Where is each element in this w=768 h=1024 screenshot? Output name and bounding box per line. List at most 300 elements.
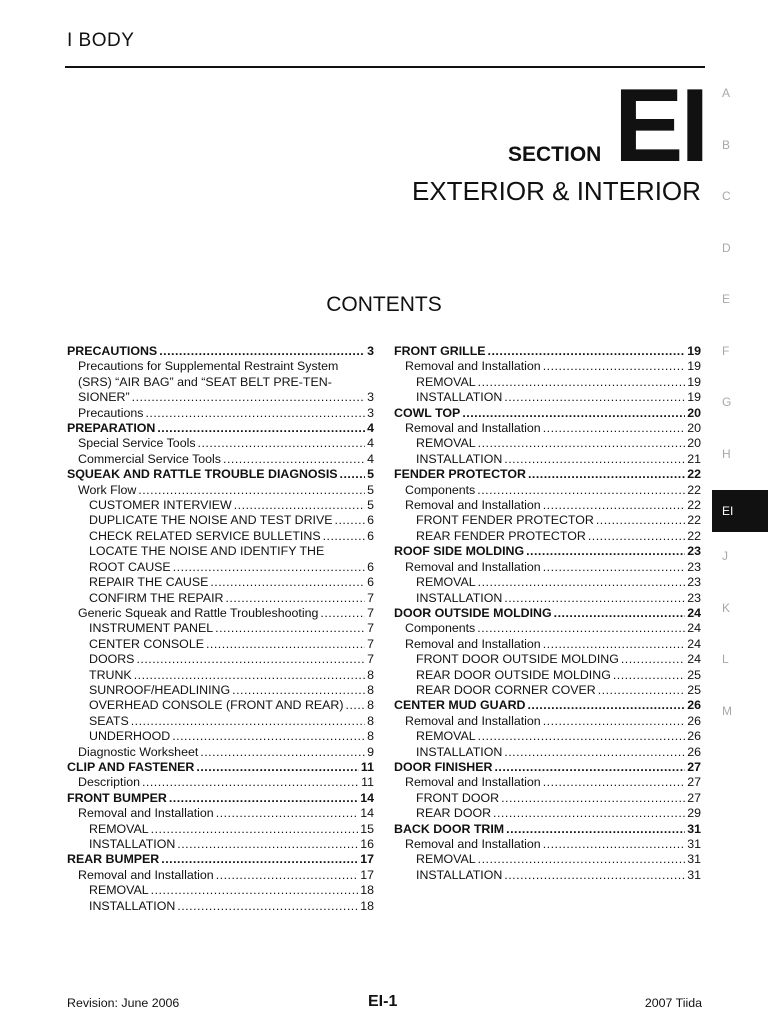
toc-entry-page: 8 (367, 729, 374, 744)
toc-entry-title: SQUEAK AND RATTLE TROUBLE DIAGNOSIS (67, 467, 338, 482)
toc-leader-dots (323, 529, 365, 544)
toc-leader-dots (462, 406, 685, 421)
toc-leader-dots (506, 822, 685, 837)
toc-leader-dots (504, 390, 685, 405)
toc-entry[interactable] (394, 498, 701, 513)
section-tab-d[interactable]: D (722, 240, 731, 255)
toc-entry-title: Special Service Tools (78, 436, 196, 451)
toc-leader-dots (340, 467, 365, 482)
toc-entry[interactable] (394, 421, 701, 436)
section-tab-f[interactable]: F (722, 343, 730, 358)
toc-entry-title: SUNROOF/HEADLINING (89, 682, 231, 697)
toc-entry-page: 31 (687, 837, 701, 851)
toc-entry[interactable] (394, 637, 701, 652)
toc-entry-title: INSTALLATION (89, 898, 176, 913)
toc-entry-page: 23 (687, 544, 701, 559)
toc-entry-title: REAR DOOR CORNER COVER (416, 682, 596, 697)
toc-entry[interactable] (394, 436, 701, 451)
toc-entry-page: 17 (360, 852, 374, 867)
toc-leader-dots (346, 698, 365, 713)
toc-entry[interactable] (394, 775, 701, 790)
toc-entry[interactable] (394, 729, 701, 744)
toc-leader-dots (598, 683, 686, 698)
toc-leader-dots (159, 344, 365, 359)
toc-entry[interactable] (394, 529, 701, 544)
toc-leader-dots (478, 729, 686, 744)
toc-leader-dots (527, 698, 685, 713)
header-rule (65, 66, 705, 68)
toc-entry-page: 7 (367, 621, 374, 636)
toc-entry-title: REAR DOOR (416, 806, 492, 821)
toc-entry-title: FRONT DOOR (416, 790, 500, 805)
toc-entry-page: 26 (687, 744, 701, 759)
toc-leader-dots (177, 837, 358, 852)
toc-entry[interactable] (394, 359, 701, 374)
toc-entry[interactable] (67, 544, 374, 559)
toc-entry[interactable] (67, 775, 374, 790)
toc-entry[interactable] (67, 421, 374, 436)
toc-leader-dots (169, 791, 358, 806)
toc-entry-page: 20 (687, 436, 701, 451)
toc-entry-page: 31 (687, 852, 701, 867)
toc-entry-title: Diagnostic Worksheet (78, 744, 199, 759)
toc-entry-title: REPAIR THE CAUSE (89, 575, 209, 590)
toc-entry-page: 7 (367, 652, 374, 667)
toc-entry-page: 27 (687, 759, 701, 774)
toc-entry-title: SEATS (89, 713, 129, 728)
toc-entry-page: 22 (687, 513, 701, 528)
toc-entry[interactable] (67, 621, 374, 636)
toc-entry-title: PRECAUTIONS (67, 344, 158, 358)
toc-entry-page: 6 (367, 513, 374, 528)
toc-entry[interactable] (67, 791, 374, 806)
toc-entry[interactable] (394, 606, 701, 621)
toc-entry[interactable] (67, 513, 374, 528)
section-tab-c[interactable]: C (722, 189, 731, 203)
toc-leader-dots (232, 683, 365, 698)
toc-leader-dots (157, 421, 365, 436)
toc-entry[interactable] (394, 591, 701, 606)
toc-entry-title: INSTALLATION (89, 837, 176, 851)
toc-leader-dots (151, 822, 359, 837)
toc-entry-title: ROOF SIDE MOLDING (394, 544, 525, 559)
toc-entry-title: REMOVAL (416, 436, 476, 451)
toc-entry-title: INSTALLATION (416, 451, 503, 466)
toc-entry-title: PREPARATION (67, 421, 156, 436)
toc-entry-page: 31 (687, 821, 701, 836)
toc-entry[interactable] (394, 668, 701, 683)
toc-entry-title: REMOVAL (89, 883, 149, 898)
toc-entry[interactable] (394, 852, 701, 867)
toc-entry-page: 8 (367, 713, 374, 728)
toc-leader-dots (543, 421, 686, 436)
toc-entry-page: 7 (367, 636, 374, 651)
footer-revision: Revision: June 2006 (67, 996, 180, 1010)
toc-entry[interactable] (67, 375, 374, 390)
toc-leader-dots (478, 375, 686, 390)
toc-entry-page: 7 (367, 605, 374, 620)
toc-entry[interactable] (394, 868, 701, 883)
toc-entry[interactable] (67, 760, 374, 775)
toc-entry-page: 8 (367, 698, 374, 713)
section-tab-ei[interactable]: EI (712, 490, 768, 532)
toc-entry[interactable] (394, 513, 701, 528)
toc-leader-dots (543, 714, 686, 729)
toc-entry-title: REMOVAL (416, 852, 476, 867)
toc-entry-title: BACK DOOR TRIM (394, 821, 505, 836)
toc-leader-dots (225, 591, 365, 606)
toc-entry-page: 3 (367, 344, 374, 358)
section-tab-a[interactable]: A (722, 86, 731, 100)
toc-leader-dots (613, 668, 685, 683)
toc-entry-page: 22 (687, 482, 701, 497)
toc-entry[interactable] (67, 359, 374, 374)
toc-entry-title: Precautions (78, 405, 144, 420)
toc-entry-title: FENDER PROTECTOR (394, 467, 526, 482)
toc-leader-dots (136, 652, 365, 667)
toc-leader-dots (501, 791, 685, 806)
toc-entry[interactable] (67, 837, 374, 852)
toc-entry-title: INSTRUMENT PANEL (89, 621, 214, 636)
toc-entry-page: 23 (687, 559, 701, 574)
toc-entry-page: 31 (687, 867, 701, 882)
toc-entry[interactable] (394, 652, 701, 667)
toc-entry-title: CLIP AND FASTENER (67, 759, 195, 774)
toc-entry-title: Removal and Installation (405, 359, 541, 374)
toc-entry[interactable] (67, 529, 374, 544)
toc-entry-title: Removal and Installation (405, 713, 541, 728)
toc-entry[interactable] (67, 899, 374, 914)
toc-leader-dots (134, 668, 365, 683)
toc-entry[interactable] (394, 344, 701, 359)
toc-leader-dots (215, 621, 365, 636)
toc-entry-title: Components (405, 482, 476, 497)
toc-leader-dots (142, 775, 359, 790)
toc-entry[interactable] (394, 683, 701, 698)
toc-entry-page: 4 (367, 436, 374, 451)
toc-entry-title: CENTER CONSOLE (89, 636, 204, 651)
toc-entry-page: 8 (367, 682, 374, 697)
toc-entry[interactable] (67, 560, 374, 575)
toc-leader-dots (131, 714, 365, 729)
toc-entry-page: 18 (360, 883, 374, 898)
toc-entry[interactable] (67, 498, 374, 513)
toc-leader-dots (488, 344, 686, 359)
toc-entry-title: INSTALLATION (416, 390, 503, 405)
toc-entry[interactable] (394, 714, 701, 729)
toc-entry-page: 17 (360, 867, 374, 882)
toc-entry-page: 7 (367, 590, 374, 605)
toc-entry-title: REAR BUMPER (67, 852, 160, 867)
toc-entry[interactable] (67, 652, 374, 667)
toc-leader-dots (177, 899, 358, 914)
toc-entry-title: CENTER MUD GUARD (394, 698, 526, 713)
toc-entry-page: 22 (687, 467, 701, 482)
footer-page-number: EI-1 (368, 993, 398, 1010)
toc-entry-title: Removal and Installation (405, 421, 541, 436)
section-header-title: I BODY (67, 30, 135, 51)
toc-entry-page: 9 (367, 744, 374, 759)
toc-entry[interactable] (67, 883, 374, 898)
section-tab-e[interactable]: E (722, 292, 731, 306)
toc-entry[interactable] (67, 436, 374, 451)
toc-entry-title: COWL TOP (394, 405, 461, 420)
toc-entry[interactable] (67, 698, 374, 713)
toc-entry-title: Work Flow (78, 482, 137, 497)
toc-entry[interactable] (67, 575, 374, 590)
toc-entry-title: Removal and Installation (405, 636, 541, 651)
toc-leader-dots (478, 575, 686, 590)
toc-entry-title: Precautions for Supplemental Restraint System (78, 359, 339, 374)
toc-entry[interactable] (67, 467, 374, 482)
toc-entry-title: CONFIRM THE REPAIR (89, 590, 224, 605)
toc-entry-page: 3 (367, 405, 374, 420)
toc-entry-title: Components (405, 621, 476, 636)
toc-entry[interactable] (67, 452, 374, 467)
toc-entry-page: 25 (687, 667, 701, 682)
section-tab-k[interactable]: K (722, 600, 731, 615)
toc-leader-dots (210, 575, 365, 590)
section-tab-m[interactable]: M (722, 703, 732, 718)
toc-entry-page: 6 (367, 575, 374, 590)
toc-entry-title: CHECK RELATED SERVICE BULLETINS (89, 528, 321, 543)
toc-leader-dots (216, 868, 359, 883)
toc-entry-title: UNDERHOOD (89, 729, 171, 744)
toc-leader-dots (477, 483, 685, 498)
toc-entry-title: Generic Squeak and Rattle Troubleshooting (78, 605, 319, 620)
toc-entry[interactable] (394, 560, 701, 575)
toc-leader-dots (198, 436, 365, 451)
toc-leader-dots (320, 606, 365, 621)
toc-entry[interactable] (394, 467, 701, 482)
toc-entry-title: DOORS (89, 652, 135, 667)
toc-entry-title: TRUNK (89, 667, 132, 682)
toc-entry-title: Removal and Installation (405, 498, 541, 513)
toc-leader-dots (478, 852, 686, 867)
toc-entry-page: 29 (687, 806, 701, 821)
toc-entry-title: INSTALLATION (416, 744, 503, 759)
toc-entry-page: 19 (687, 390, 701, 405)
toc-entry-page: 14 (360, 806, 374, 821)
toc-entry[interactable] (67, 668, 374, 683)
toc-entry[interactable] (394, 698, 701, 713)
toc-leader-dots (145, 406, 365, 421)
toc-entry-page: 16 (360, 837, 374, 851)
footer-model: 2007 Tiida (644, 996, 702, 1010)
toc-entry-page: 27 (687, 790, 701, 805)
toc-entry[interactable] (394, 621, 701, 636)
section-tab-b[interactable]: B (722, 137, 731, 152)
toc-entry-title: REMOVAL (416, 729, 476, 744)
toc-entry-page: 20 (687, 421, 701, 436)
toc-entry-title: INSTALLATION (416, 590, 503, 605)
toc-entry-page: 20 (687, 405, 701, 420)
toc-entry-title: REMOVAL (416, 575, 476, 590)
toc-leader-dots (494, 760, 685, 775)
toc-entry[interactable] (67, 344, 374, 359)
toc-entry-page: 26 (687, 729, 701, 744)
toc-entry[interactable] (67, 406, 374, 421)
toc-entry-page: 24 (687, 652, 701, 667)
toc-entry-page: 15 (360, 821, 374, 836)
toc-leader-dots (504, 452, 685, 467)
toc-entry-page: 5 (367, 467, 374, 482)
toc-entry-page: 22 (687, 528, 701, 543)
toc-entry-page: 11 (360, 759, 374, 774)
toc-entry[interactable] (67, 806, 374, 821)
section-label: SECTION (508, 143, 602, 166)
toc-leader-dots (504, 868, 685, 883)
toc-entry[interactable] (394, 806, 701, 821)
toc-entry-title: FRONT FENDER PROTECTOR (416, 513, 594, 528)
toc-entry[interactable] (67, 729, 374, 744)
toc-leader-dots (223, 452, 365, 467)
toc-leader-dots (543, 837, 686, 852)
toc-entry[interactable] (67, 868, 374, 883)
toc-entry[interactable] (67, 714, 374, 729)
toc-leader-dots (493, 806, 685, 821)
toc-entry-title: Commercial Service Tools (78, 451, 221, 466)
toc-leader-dots (554, 606, 686, 621)
toc-entry[interactable] (394, 760, 701, 775)
toc-entry-page: 18 (360, 898, 374, 913)
toc-entry[interactable] (394, 745, 701, 760)
toc-entry[interactable] (394, 544, 701, 559)
toc-leader-dots (478, 436, 686, 451)
toc-entry[interactable] (67, 683, 374, 698)
toc-entry-page: 25 (687, 682, 701, 697)
toc-entry[interactable] (394, 791, 701, 806)
toc-entry-page: 22 (687, 498, 701, 513)
toc-leader-dots (200, 745, 365, 760)
toc-entry-title: DOOR OUTSIDE MOLDING (394, 605, 552, 620)
section-tab-g[interactable]: G (722, 395, 732, 409)
toc-entry[interactable] (67, 822, 374, 837)
toc-entry-title: Removal and Installation (405, 837, 541, 851)
toc-leader-dots (206, 637, 365, 652)
toc-entry-title: DUPLICATE THE NOISE AND TEST DRIVE (89, 513, 333, 528)
toc-entry-title: Removal and Installation (405, 775, 541, 790)
toc-entry-title: LOCATE THE NOISE AND IDENTIFY THE (89, 544, 325, 559)
toc-entry-page: 6 (367, 528, 374, 543)
toc-entry[interactable] (394, 390, 701, 405)
toc-leader-dots (234, 498, 365, 513)
toc-leader-dots (216, 806, 359, 821)
toc-entry[interactable] (394, 375, 701, 390)
toc-leader-dots (477, 621, 685, 636)
toc-entry-title: INSTALLATION (416, 867, 503, 882)
toc-entry-page: 4 (367, 451, 374, 466)
toc-leader-dots (588, 529, 685, 544)
toc-entry-title: Removal and Installation (78, 806, 214, 821)
toc-entry-page: 24 (687, 636, 701, 651)
toc-leader-dots (543, 560, 686, 575)
toc-entry-page: 19 (687, 344, 701, 358)
toc-leader-dots (504, 745, 685, 760)
toc-entry-page: 27 (687, 775, 701, 790)
toc-entry-page: 5 (367, 498, 374, 513)
section-tab-l[interactable]: L (722, 652, 729, 666)
toc-entry-page: 8 (367, 667, 374, 682)
toc-entry[interactable] (67, 390, 374, 405)
toc-left-column (67, 344, 374, 914)
toc-entry[interactable] (394, 483, 701, 498)
toc-leader-dots (621, 652, 685, 667)
section-tab-j[interactable]: J (722, 549, 728, 563)
toc-entry-title: Removal and Installation (78, 867, 214, 882)
toc-leader-dots (335, 513, 365, 528)
section-index-tabs (712, 74, 768, 743)
toc-leader-dots (173, 560, 365, 575)
toc-entry-page: 19 (687, 359, 701, 374)
toc-entry-page: 26 (687, 713, 701, 728)
toc-entry-title: FRONT GRILLE (394, 344, 486, 358)
toc-entry[interactable] (67, 591, 374, 606)
toc-entry-title: REAR DOOR OUTSIDE MOLDING (416, 667, 611, 682)
contents-title: CONTENTS (326, 293, 442, 316)
toc-entry[interactable] (394, 822, 701, 837)
toc-entry[interactable] (394, 575, 701, 590)
section-name: EXTERIOR & INTERIOR (412, 176, 701, 206)
toc-leader-dots (504, 591, 685, 606)
toc-leader-dots (172, 729, 365, 744)
toc-entry-title: SIONER” (78, 390, 130, 405)
toc-leader-dots (596, 513, 685, 528)
toc-leader-dots (543, 498, 686, 513)
toc-entry-title: CUSTOMER INTERVIEW (89, 498, 232, 513)
toc-entry-page: 24 (687, 605, 701, 620)
toc-entry-title: OVERHEAD CONSOLE (FRONT AND REAR) (89, 698, 344, 713)
toc-entry-page: 23 (687, 575, 701, 590)
toc-leader-dots (526, 544, 685, 559)
toc-entry-page: 3 (367, 390, 374, 405)
toc-entry-page: 24 (687, 621, 701, 636)
toc-entry-title: FRONT DOOR OUTSIDE MOLDING (416, 652, 619, 667)
toc-entry[interactable] (67, 637, 374, 652)
toc-entry[interactable] (394, 452, 701, 467)
toc-entry-page: 26 (687, 698, 701, 713)
toc-right-column (394, 344, 701, 883)
toc-entry-page: 6 (367, 559, 374, 574)
toc-entry-page: 5 (367, 482, 374, 497)
toc-entry[interactable] (67, 852, 374, 867)
toc-entry-title: REMOVAL (416, 374, 476, 389)
toc-leader-dots (138, 483, 365, 498)
toc-entry[interactable] (67, 745, 374, 760)
toc-entry-title: Description (78, 775, 140, 790)
toc-entry-page: 21 (687, 451, 701, 466)
toc-entry[interactable] (67, 483, 374, 498)
toc-entry-page: 4 (367, 421, 374, 436)
toc-leader-dots (132, 390, 365, 405)
toc-entry-title: REMOVAL (89, 821, 149, 836)
toc-leader-dots (196, 760, 359, 775)
toc-entry[interactable] (67, 606, 374, 621)
toc-leader-dots (528, 467, 685, 482)
toc-entry-page: 11 (361, 775, 374, 790)
section-tab-h[interactable]: H (722, 446, 731, 461)
toc-leader-dots (543, 359, 686, 374)
toc-entry-title: (SRS) “AIR BAG” and “SEAT BELT PRE-TEN- (78, 374, 332, 389)
toc-entry-title: ROOT CAUSE (89, 559, 171, 574)
toc-entry-title: FRONT BUMPER (67, 790, 167, 805)
toc-entry-page: 23 (687, 590, 701, 605)
toc-leader-dots (161, 852, 358, 867)
toc-entry[interactable] (394, 406, 701, 421)
toc-entry[interactable] (394, 837, 701, 852)
toc-leader-dots (543, 637, 686, 652)
section-code: EI (614, 68, 707, 184)
